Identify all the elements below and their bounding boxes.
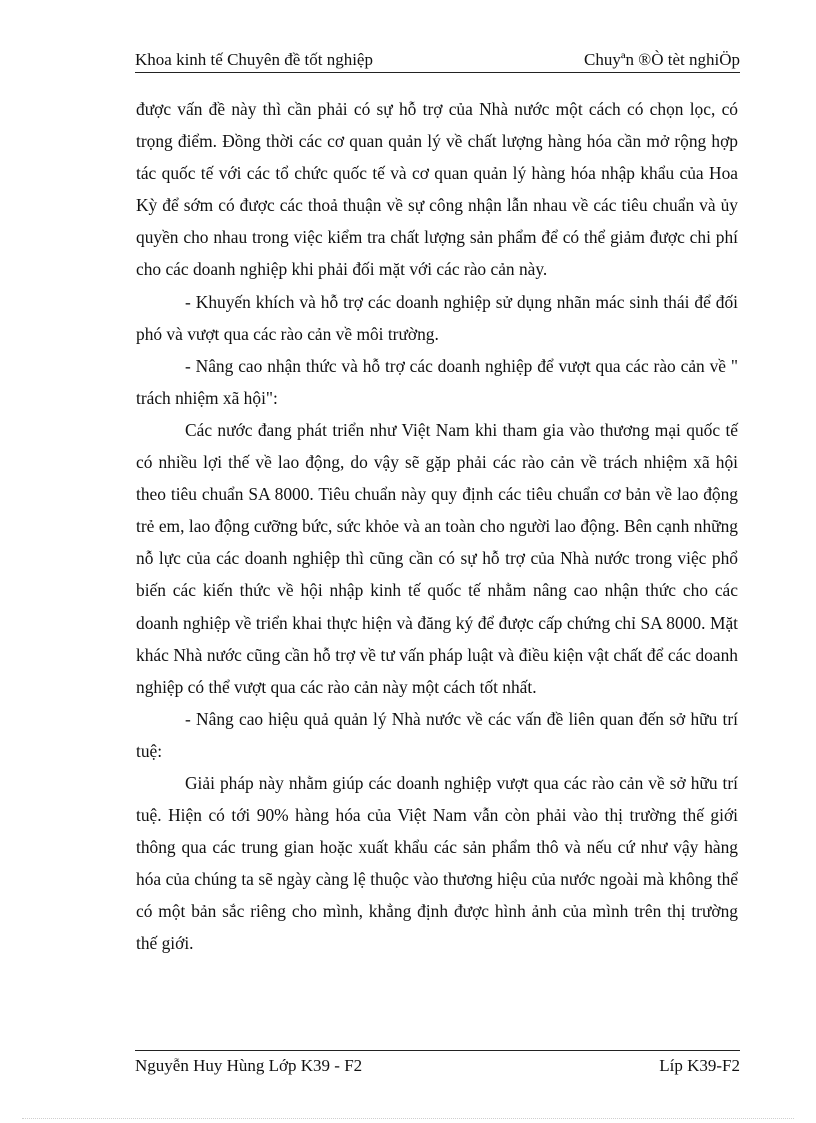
paragraph-intellectual-property: - Nâng cao hiệu quả quản lý Nhà nước về các vấn đề liên quan đến sở hữu trí tuệ: [136, 708, 738, 761]
paragraph-sa8000: Các nước đang phát triển như Việt Nam khi tham gia vào thương mại quốc tế có nhiều lợi thế về lao động, do vậy sẽ gặp phải các rào cản về trách nhiệm xã hội theo tiêu chuẩn SA 8000. Tiêu chuẩn này quy định các tiêu chuẩn cơ bản về lao động trẻ em, lao động cưỡng bức, sức khỏe và an toàn cho người lao động. Bên cạnh những nỗ lực của các doanh nghiệp thì cũng cần có sự hỗ trợ của Nhà nước trong việc phổ biến các kiến thức về hội nhập kinh tế quốc tế nhằm nâng cao nhận thức cho các doanh nghiệp về triển khai thực hiện và đăng ký để được cấp chứng chỉ SA 8000. Mặt khác Nhà nước cũng cần hỗ trợ về tư vấn pháp luật và điều kiện vật chất để các doanh nghiệp có thể vượt qua các rào cản này một cách tốt nhất. [136, 419, 738, 697]
paragraph-solution: Giải pháp này nhằm giúp các doanh nghiệp vượt qua các rào cản về sở hữu trí tuệ. Hiện có tới 90% hàng hóa của Việt Nam vẫn còn phải vào thị trường thế giới thông qua các trung gian hoặc xuất khẩu các sản phẩm thô và nếu cứ như vậy hàng hóa của chúng ta sẽ ngày càng lệ thuộc vào thương hiệu của nước ngoài mà không thể có một bản sắc riêng cho mình, khẳng định được hình ảnh của mình trên thị trường thế giới. [136, 772, 738, 954]
paragraph-continuation: được vấn đề này thì cần phải có sự hỗ trợ của Nhà nước một cách có chọn lọc, có trọng điểm. Đồng thời các cơ quan quản lý về chất lượng hàng hóa cần mở rộng hợp tác quốc tế với các tổ chức quốc tế và cơ quan quản lý hàng hóa nhập khẩu của Hoa Kỳ để sớm có được các thoả thuận về sự công nhận lẫn nhau về các tiêu chuẩn và ủy quyền cho nhau trong việc kiểm tra chất lượng sản phẩm để có thể giảm được chi phí cho các doanh nghiệp khi phải đối mặt với các rào cản này. [136, 99, 738, 280]
page-footer [135, 1050, 740, 1075]
document-body [136, 93, 738, 960]
page-bottom-divider [22, 1118, 794, 1119]
footer-author: Nguyễn Huy Hùng Lớp K39 - F2 [135, 1056, 363, 1075]
paragraph-eco-label: - Khuyến khích và hỗ trợ các doanh nghiệp sử dụng nhãn mác sinh thái để đối phó và vượt qua các rào cản về môi trường. [136, 291, 738, 344]
header-right-title: Chuyªn ®Ò tèt nghiÖp [584, 50, 740, 69]
footer-class: Líp K39-F2 [659, 1056, 740, 1075]
header-left-title: Khoa kinh tế Chuyên đề tốt nghiệp [135, 50, 373, 69]
paragraph-social-responsibility: - Nâng cao nhận thức và hỗ trợ các doanh nghiệp để vượt qua các rào cản về " trách nhiệm xã hội": [136, 355, 738, 408]
page-header [135, 50, 740, 73]
